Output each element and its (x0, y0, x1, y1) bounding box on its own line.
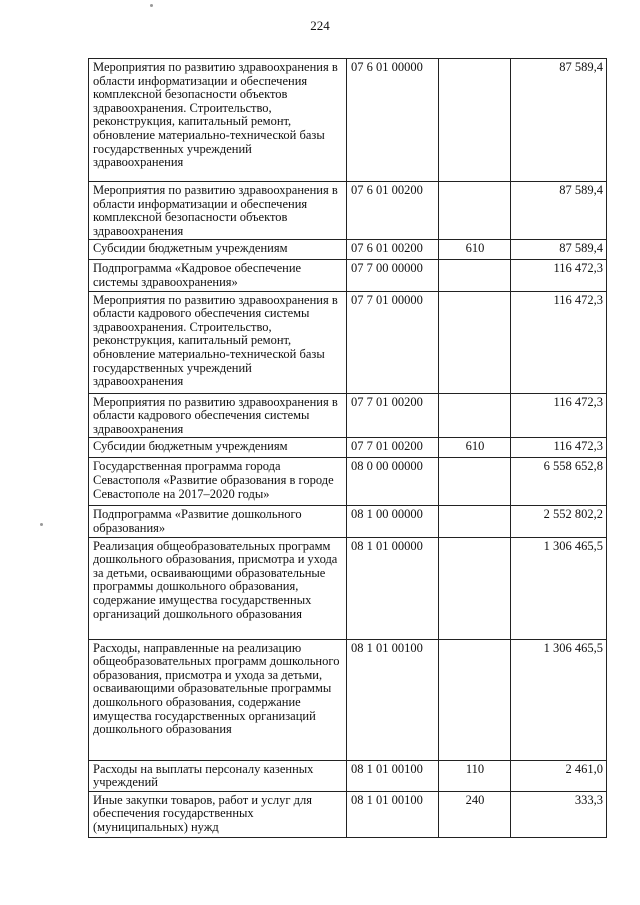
expense-type: 240 (439, 791, 511, 837)
classification-code: 07 7 01 00200 (347, 438, 439, 458)
item-name: Мероприятия по развитию здравоохранения в области кадрового обеспечения системы здравоохранения. Строительство, реконструкция, капитальный ремонт, обновление материально-технической базы государственных учреждений здравоохранения (89, 291, 347, 393)
item-name: Иные закупки товаров, работ и услуг для обеспечения государственных (муниципальных) нужд (89, 791, 347, 837)
table-row (89, 438, 607, 458)
table-row (89, 760, 607, 791)
item-name: Мероприятия по развитию здравоохранения в области информатизации и обеспечения комплексной безопасности объектов здравоохранения (89, 182, 347, 240)
table-row (89, 506, 607, 537)
table-row (89, 791, 607, 837)
amount: 87 589,4 (511, 182, 607, 240)
classification-code: 07 7 01 00000 (347, 291, 439, 393)
amount: 1 306 465,5 (511, 537, 607, 639)
item-name: Мероприятия по развитию здравоохранения в области кадрового обеспечения системы здравоохранения (89, 393, 347, 438)
table-row (89, 393, 607, 438)
expense-type: 610 (439, 240, 511, 260)
item-name: Государственная программа города Севастополя «Развитие образования в городе Севастополе на 2017–2020 годы» (89, 458, 347, 506)
expense-type (439, 59, 511, 182)
classification-code: 07 6 01 00000 (347, 59, 439, 182)
scan-speck (40, 523, 43, 526)
item-name: Субсидии бюджетным учреждениям (89, 240, 347, 260)
expense-type (439, 458, 511, 506)
budget-table (88, 58, 607, 838)
classification-code: 08 0 00 00000 (347, 458, 439, 506)
classification-code: 07 6 01 00200 (347, 240, 439, 260)
classification-code: 08 1 01 00000 (347, 537, 439, 639)
item-name: Расходы, направленные на реализацию общеобразовательных программ дошкольного образования, присмотра и ухода за детьми, осваивающими образовательные программы дошкольного образования, содержание имущества государственных организаций дошкольного образования (89, 639, 347, 760)
amount: 6 558 652,8 (511, 458, 607, 506)
item-name: Расходы на выплаты персоналу казенных учреждений (89, 760, 347, 791)
amount: 2 461,0 (511, 760, 607, 791)
expense-type (439, 182, 511, 240)
page-number: 224 (310, 18, 330, 33)
amount: 2 552 802,2 (511, 506, 607, 537)
table-row (89, 240, 607, 260)
expense-type (439, 506, 511, 537)
amount: 116 472,3 (511, 291, 607, 393)
amount: 87 589,4 (511, 240, 607, 260)
scan-speck (150, 4, 153, 7)
expense-type: 110 (439, 760, 511, 791)
expense-type (439, 291, 511, 393)
classification-code: 07 7 00 00000 (347, 260, 439, 291)
classification-code: 08 1 01 00100 (347, 639, 439, 760)
expense-type (439, 393, 511, 438)
classification-code: 08 1 01 00100 (347, 791, 439, 837)
table-row (89, 291, 607, 393)
item-name: Реализация общеобразовательных программ дошкольного образования, присмотра и ухода за детьми, осваивающими образовательные программы дошкольного образования, содержание имущества государственных организаций дошкольного образования (89, 537, 347, 639)
item-name: Подпрограмма «Развитие дошкольного образования» (89, 506, 347, 537)
table-row (89, 537, 607, 639)
amount: 87 589,4 (511, 59, 607, 182)
classification-code: 08 1 01 00100 (347, 760, 439, 791)
amount: 1 306 465,5 (511, 639, 607, 760)
amount: 116 472,3 (511, 438, 607, 458)
classification-code: 07 6 01 00200 (347, 182, 439, 240)
expense-type (439, 639, 511, 760)
amount: 333,3 (511, 791, 607, 837)
amount: 116 472,3 (511, 260, 607, 291)
table-row (89, 458, 607, 506)
item-name: Мероприятия по развитию здравоохранения в области информатизации и обеспечения комплексной безопасности объектов здравоохранения. Строительство, реконструкция, капитальный ремонт, обновление материально-технической базы государственных учреждений здравоохранения (89, 59, 347, 182)
classification-code: 08 1 00 00000 (347, 506, 439, 537)
amount: 116 472,3 (511, 393, 607, 438)
expense-type (439, 260, 511, 291)
expense-type (439, 537, 511, 639)
item-name: Субсидии бюджетным учреждениям (89, 438, 347, 458)
classification-code: 07 7 01 00200 (347, 393, 439, 438)
table-row (89, 59, 607, 182)
table-row (89, 260, 607, 291)
table-row (89, 639, 607, 760)
expense-type: 610 (439, 438, 511, 458)
item-name: Подпрограмма «Кадровое обеспечение системы здравоохранения» (89, 260, 347, 291)
table-row (89, 182, 607, 240)
